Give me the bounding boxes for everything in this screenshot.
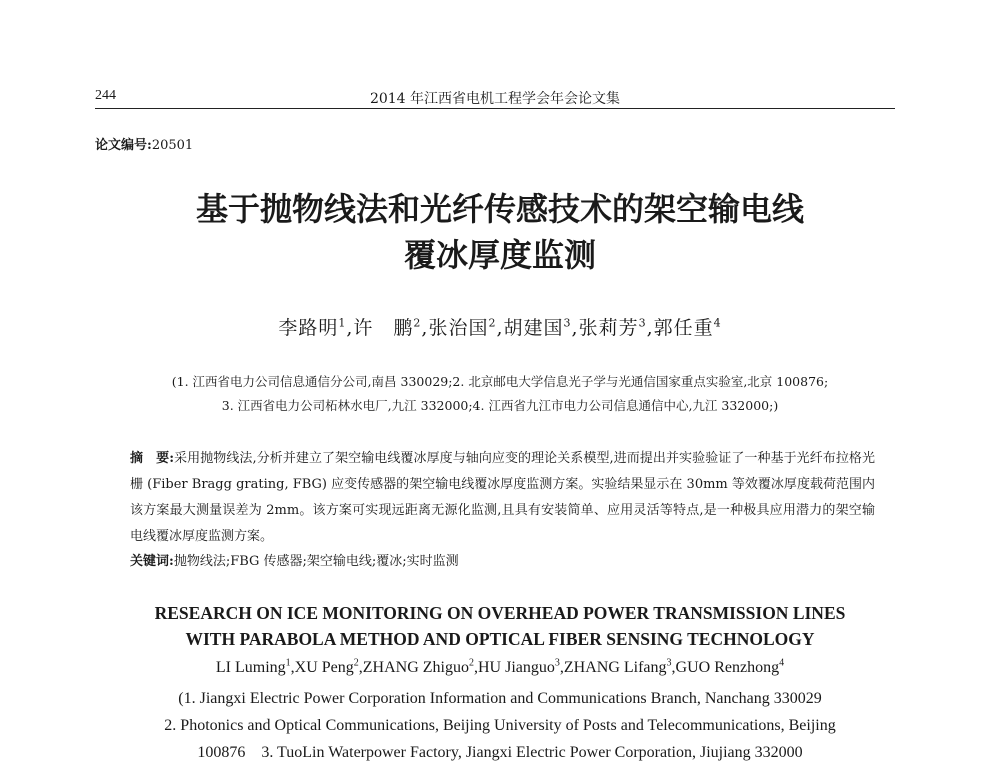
paper-id-value: 20501 xyxy=(151,138,194,153)
author-en: GUO Renzhong$^4$ xyxy=(675,658,785,677)
author-zh: 张莉芳$^3$, xyxy=(578,316,654,339)
author-zh: 李路明$^1$, xyxy=(278,316,354,339)
title-english xyxy=(0,600,1000,652)
affiliation-en-line-2: 2. Photonics and Optical Communications, Beijing University of Posts and Telecommunications, Beijing xyxy=(164,717,836,734)
affiliation-en-line-3: 100876 3. TuoLin Waterpower Factory, Jiangxi Electric Power Corporation, Jiujiang 332000 xyxy=(197,744,803,761)
paper-id-label: 论文编号: xyxy=(95,138,152,153)
author-en: XU Peng$^2$, xyxy=(294,658,363,677)
title-english-line-2: WITH PARABOLA METHOD AND OPTICAL FIBER SENSING TECHNOLOGY xyxy=(185,629,815,649)
page-number: 244 xyxy=(95,88,116,103)
author-en: LI Luming$^1$, xyxy=(215,658,295,677)
title-english-line-1: RESEARCH ON ICE MONITORING ON OVERHEAD POWER TRANSMISSION LINES xyxy=(154,603,846,623)
running-title: 2014 年江西省电机工程学会年会论文集 xyxy=(369,91,621,107)
abstract-text: 采用抛物线法,分析并建立了架空输电线覆冰厚度与轴向应变的理论关系模型,进而提出并实验验证了一种基于光纤布拉格光栅 (Fiber Bragg grating, FBG) 应变传感器的架空输电线覆冰厚度监测方案。实验结果显示在 30mm 等效覆冰厚度载荷范围内该方案最大测量误差为 2mm。该方案可实现远距离无源化监测,且具有安装简单、应用灵活等特点,是一种极具应用潜力的架空输电线覆冰厚度监测方案。 xyxy=(130,451,876,544)
affiliation-zh-line-1: (1. 江西省电力公司信息通信分公司,南昌 330029;2. 北京邮电大学信息光子学与光通信国家重点实验室,北京 100876; xyxy=(171,374,829,389)
title-chinese-line-2: 覆冰厚度监测 xyxy=(403,236,596,274)
abstract-chinese xyxy=(130,446,875,550)
keywords-text: 抛物线法;FBG 传感器;架空输电线;覆冰;实时监测 xyxy=(173,554,459,569)
keywords-chinese xyxy=(130,550,875,569)
title-chinese xyxy=(0,186,1000,278)
author-en: HU Jianguo$^3$, xyxy=(478,658,564,677)
paper-id xyxy=(95,134,193,153)
page-header xyxy=(95,86,895,109)
affiliation-zh-line-2: 3. 江西省电力公司柘林水电厂,九江 332000;4. 江西省九江市电力公司信息通信中心,九江 332000;) xyxy=(221,398,779,413)
abstract-label: 摘 要: xyxy=(130,451,175,466)
author-zh: 张治国$^2$, xyxy=(428,316,504,339)
author-zh: 胡建国$^3$, xyxy=(503,316,579,339)
authors-english xyxy=(0,658,1000,677)
affiliations-chinese xyxy=(60,370,940,418)
author-zh: 许 鹏$^2$, xyxy=(353,316,429,339)
affiliation-en-line-1: (1. Jiangxi Electric Power Corporation Information and Communications Branch, Nanchang 330029 xyxy=(178,690,822,707)
affiliations-english xyxy=(40,685,960,766)
authors-chinese xyxy=(0,313,1000,340)
author-en: ZHANG Lifang$^3$, xyxy=(563,658,676,677)
keywords-label: 关键词: xyxy=(130,554,174,569)
author-zh: 郭任重$^4$ xyxy=(653,316,722,339)
title-chinese-line-1: 基于抛物线法和光纤传感技术的架空输电线 xyxy=(195,190,804,228)
author-en: ZHANG Zhiguo$^2$, xyxy=(362,658,478,677)
